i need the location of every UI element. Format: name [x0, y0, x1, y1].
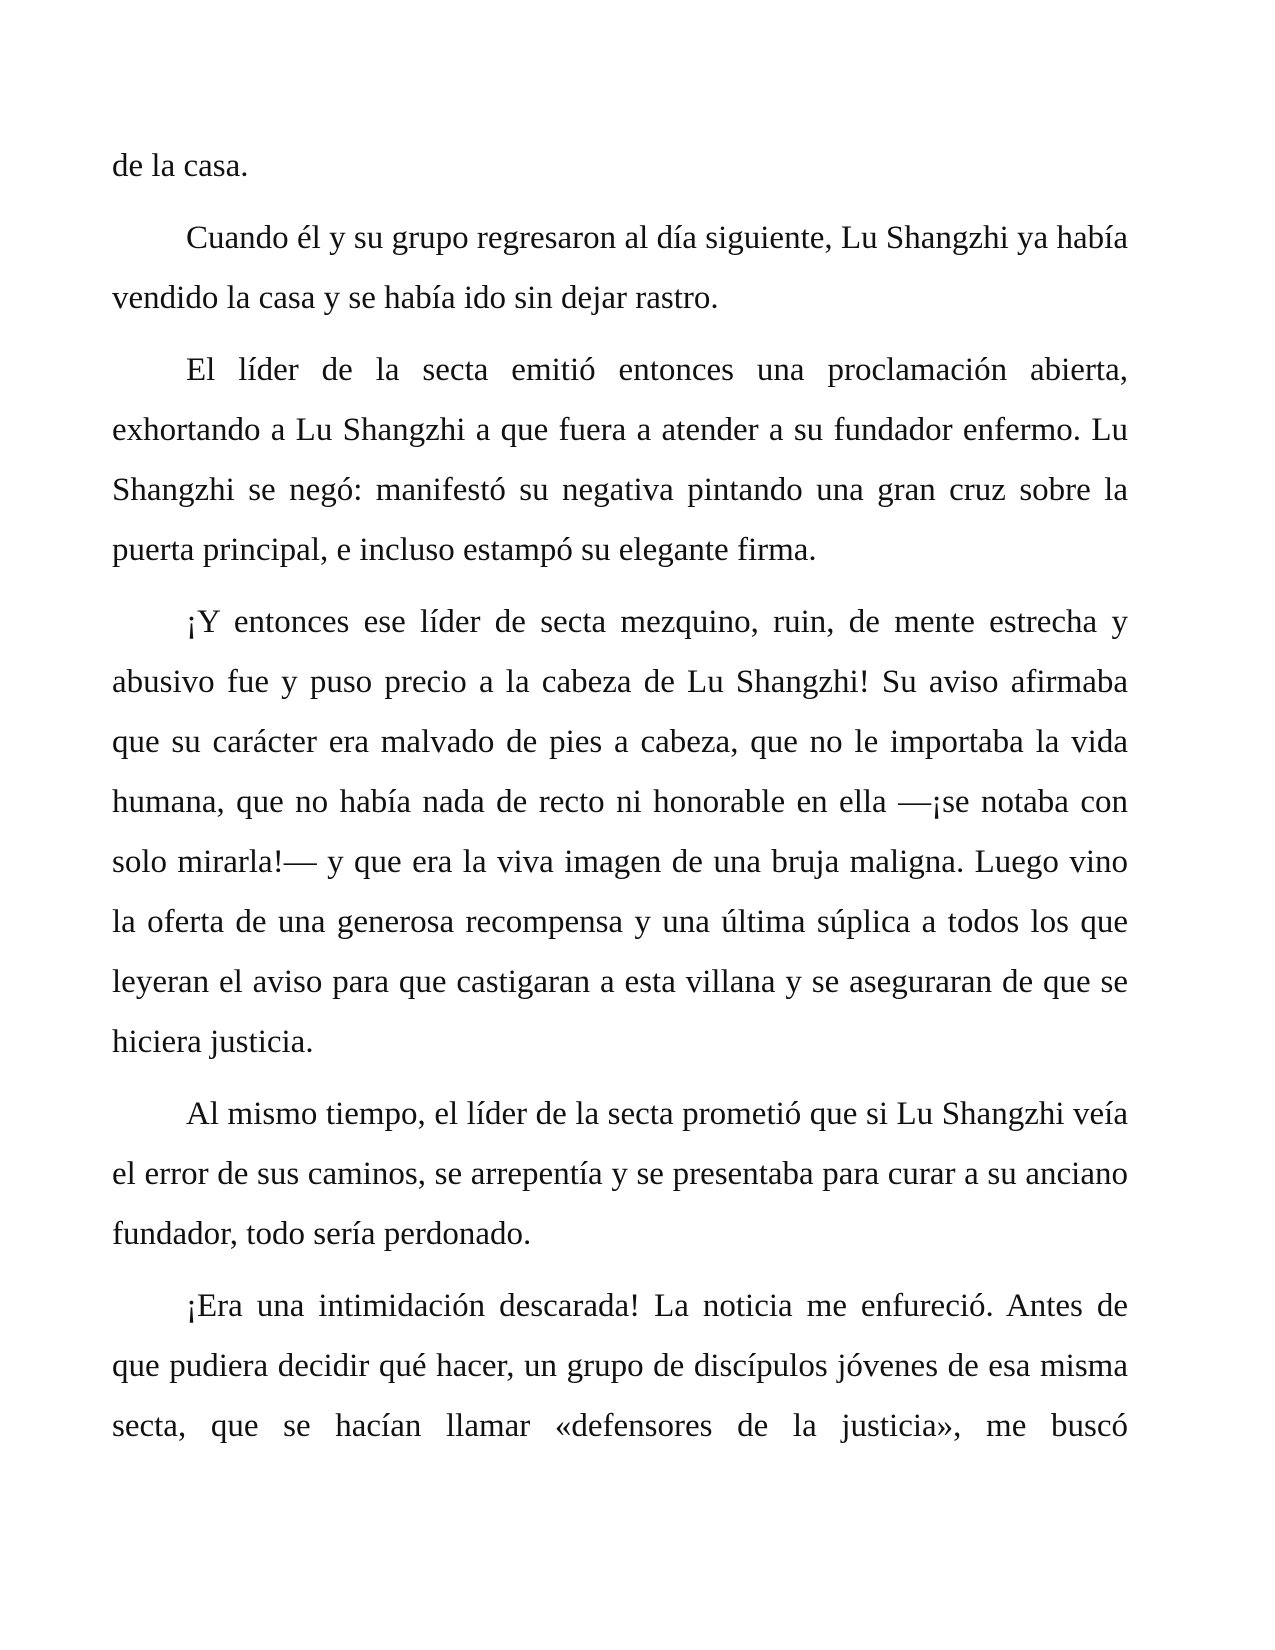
paragraph: ¡Era una intimidación descarada! La noticia me enfureció. Antes de que pudiera decidir qué hacer, un grupo de discípulos jóvenes de esa misma secta, que se hacían llamar «defensores de la justicia», me buscó — [112, 1288, 1128, 1444]
paragraph: Al mismo tiempo, el líder de la secta prometió que si Lu Shangzhi veía el error de sus caminos, se arrepentía y se presentaba para curar a su anciano fundador, todo sería perdonado. — [112, 1096, 1128, 1252]
document-page — [112, 136, 1128, 1468]
paragraph: Cuando él y su grupo regresaron al día siguiente, Lu Shangzhi ya había vendido la casa y se había ido sin dejar rastro. — [112, 220, 1128, 316]
paragraph: ¡Y entonces ese líder de secta mezquino, ruin, de mente estrecha y abusivo fue y puso precio a la cabeza de Lu Shangzhi! Su aviso afirmaba que su carácter era malvado de pies a cabeza, que no le importaba la vida humana, que no había nada de recto ni honorable en ella —¡se notaba con solo mirarla!— y que era la viva imagen de una bruja maligna. Luego vino la oferta de una generosa recompensa y una última súplica a todos los que leyeran el aviso para que castigaran a esta villana y se aseguraran de que se hiciera justicia. — [112, 604, 1128, 1060]
paragraph: El líder de la secta emitió entonces una proclamación abierta, exhortando a Lu Shangzhi a que fuera a atender a su fundador enfermo. Lu Shangzhi se negó: manifestó su negativa pintando una gran cruz sobre la puerta principal, e incluso estampó su elegante firma. — [112, 352, 1128, 568]
paragraph: de la casa. — [112, 148, 249, 184]
